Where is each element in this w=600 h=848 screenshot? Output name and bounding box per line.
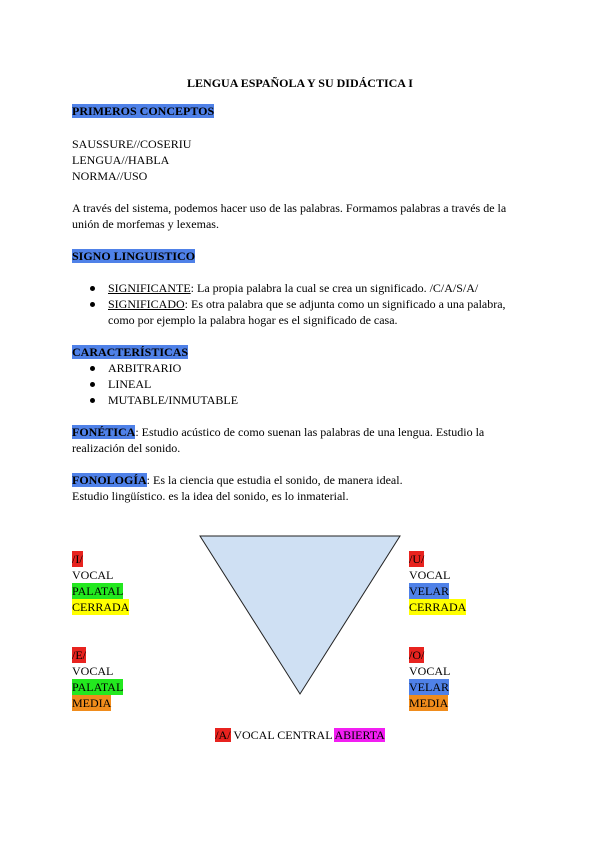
- vowel-a-desc: VOCAL CENTRAL: [230, 728, 335, 742]
- vowel-a-aperture: ABIERTA: [334, 728, 385, 742]
- vowel-u-aperture: CERRADA: [409, 600, 467, 614]
- fonologia-line-2: Estudio lingüístico. es la idea del sonido, es lo inmaterial.: [72, 489, 349, 503]
- vowel-e-place: PALATAL: [72, 680, 124, 694]
- vowel-e-aperture: MEDIA: [72, 696, 112, 710]
- significado-text: : Es otra palabra que se adjunta como un significado a una palabra, como por ejemplo la palabra hogar es el significado de casa.: [108, 297, 506, 327]
- vowel-i-place: PALATAL: [72, 584, 124, 598]
- vowel-i-symbol: /I/: [72, 552, 83, 566]
- vowel-o-block: [409, 647, 450, 711]
- vowel-o-aperture: MEDIA: [409, 696, 449, 710]
- vowel-u-type: VOCAL: [409, 568, 451, 582]
- vowel-a-line: [0, 727, 600, 743]
- vowel-a-symbol: /A/: [215, 728, 231, 742]
- significado-term: SIGNIFICADO: [108, 297, 185, 311]
- fonetica-label: FONÉTICA: [72, 425, 136, 439]
- vowel-triangle: [200, 536, 400, 694]
- vowel-u-block: [409, 551, 466, 615]
- fonetica-text: : Estudio acústico de como suenan las palabras de una lengua. Estudio la realización del sonido.: [72, 425, 485, 455]
- document-title: LENGUA ESPAÑOLA Y SU DIDÁCTICA I: [187, 76, 413, 90]
- caracteristica-1: ARBITRARIO: [108, 361, 182, 375]
- vowel-e-symbol: /E/: [72, 648, 86, 662]
- vowel-e-block: [72, 647, 123, 711]
- caracteristica-3: MUTABLE/INMUTABLE: [108, 393, 239, 407]
- signo-heading-text: SIGNO LINGUISTICO: [72, 249, 196, 263]
- significante-text: : La propia palabra la cual se crea un significado. /C/A/S/A/: [190, 281, 479, 295]
- concept-line-1: SAUSSURE//COSERIU: [72, 137, 192, 151]
- vowel-o-type: VOCAL: [409, 664, 451, 678]
- fonologia-text: : Es la ciencia que estudia el sonido, de manera ideal.: [146, 473, 403, 487]
- vowel-e-type: VOCAL: [72, 664, 114, 678]
- primeros-heading-text: PRIMEROS CONCEPTOS: [72, 104, 215, 118]
- vowel-i-block: [72, 551, 129, 615]
- sistema-paragraph: A través del sistema, podemos hacer uso de las palabras. Formamos palabras a través de la unión de morfemas y lexemas.: [72, 201, 507, 231]
- vowel-i-type: VOCAL: [72, 568, 114, 582]
- concept-line-3: NORMA//USO: [72, 169, 148, 183]
- significante-term: SIGNIFICANTE: [108, 281, 191, 295]
- vowel-o-symbol: /O/: [409, 648, 425, 662]
- vowel-o-place: VELAR: [409, 680, 449, 694]
- fonologia-label: FONOLOGÍA: [72, 473, 147, 487]
- vowel-i-aperture: CERRADA: [72, 600, 130, 614]
- vowel-u-symbol: /U/: [409, 552, 425, 566]
- caracteristicas-heading-text: CARACTERÍSTICAS: [72, 345, 189, 359]
- caracteristica-2: LINEAL: [108, 377, 152, 391]
- vowel-u-place: VELAR: [409, 584, 449, 598]
- concept-line-2: LENGUA//HABLA: [72, 153, 170, 167]
